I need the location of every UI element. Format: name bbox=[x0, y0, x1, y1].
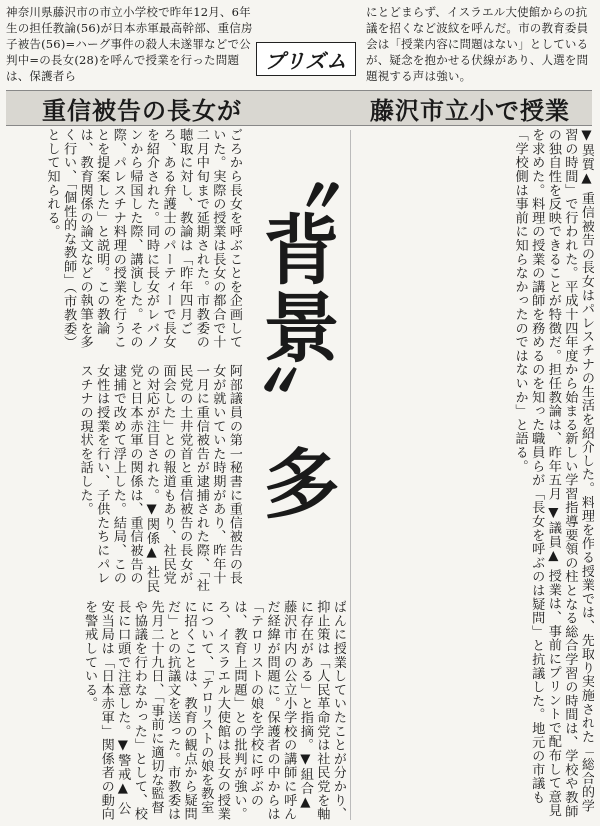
main-headline: 〝背景〟多 bbox=[251, 132, 340, 522]
article-column-left bbox=[6, 600, 346, 822]
article-text-far-left-inline: ろ、イスラエル大使館は長女の授業について、「テロリストの娘を教室に招くことは、教育の観点から疑問だ」との抗議文を送った。市教委は先月二十九日、「事前に適切な監督や協議を行わなかった」として、校長に口頭で注意した。▼警戒▲ 公安当局は「日本赤軍」関係者の動向を警戒している。 bbox=[82, 600, 230, 821]
article-column-mid-right bbox=[6, 128, 242, 358]
headline-right: 藤沢市立小で授業 bbox=[370, 96, 570, 125]
prism-column-label: プリズム bbox=[256, 42, 356, 76]
article-text-mid-left: 阿部議員の第一秘書に重信被告の長女が就いていた時期があり、昨年十一月に重信被告が逮捕された際、「社民党の土井党首と重信被告の長女が面会した」との報道もあり、社民党の対応が注目された。▼関係▲ 社民党と日本赤軍の関係は、重信被告の逮捕で改めて浮上した。結局、この女性は授業を行い、子供たちにパレスチナの現状を話した。 bbox=[77, 364, 242, 594]
article-text-right: ▼異質▲ 重信被告の長女はパレスチナの生活を紹介した。料理を作る授業では、先取り実施された「総合的学習の時間」で行われた。平成十四年度から始まる新しい学習指導要領の柱となる総合学習の時間は、学校や教師の独自性を反映できることが特徴だ。担任教論は、昨年五月 ▼議員▲ 授業は、事前にプリントで配布して意見を求めた。料理の授業の講師を務めるのを知った職員らが「長女を呼ぶのは疑問」と抗議した。地元の市議も「学校側は事前に知らなかったのではないか」と語る。 bbox=[512, 128, 594, 818]
article-text-left: ばんに授業していたことが分かり、抑止策は「人民革命党は社民党を軸に存在がある」と指摘。▼組合▲ 藤沢市内の公立小学校の講師に呼んだ経緯が問題に。保護者の中からは「テロリストの娘を学校に呼ぶのは、教育上問題」との批判が強い。 ろ、イスラエル大使館は長女の授業について、「テロリストの娘を教室に招くことは、教育の観点から疑問だ」との抗議文を送った。市教委は先月二十九日、「事前に適切な監督や協議を行わなかった」として、校長に口頭で注意した。▼警戒▲ 公安当局は「日本赤軍」関係者の動向を警戒している。 bbox=[82, 600, 346, 821]
headline-left: 重信被告の長女が bbox=[42, 96, 242, 125]
article-column-right bbox=[356, 128, 594, 822]
article-column-mid-left bbox=[6, 364, 242, 594]
lead-left-paragraph: 神奈川県藤沢市の市立小学校で昨年12月、6年生の担任教論(56)が日本赤軍最高幹部、重信房子被告(56)=ハーグ事件の殺人未遂罪などで公判中=の長女(28)を呼んで授業を行った問題は、保護者ら bbox=[6, 5, 253, 83]
article-text-mid-right: ごろから長女を呼ぶことを企画していた。実際の授業は長女の都合で十二月中旬まで延期された。市教委の聴取に対し、教論は「昨年四月ごろ、ある弁護士のパーティーで長女を紹介された。同時に長女がレバノンから帰国した際、講演した。その際、パレスチナ料理の授業を行うことを提案した」と説明。この教論は、教育関係の論文などの執筆を多く行い、「個性的な教師」（市教委）として知られる。 bbox=[44, 128, 242, 350]
lead-right-text bbox=[366, 4, 594, 84]
column-divider bbox=[350, 130, 351, 820]
headline-bar bbox=[6, 90, 592, 126]
lead-left-text bbox=[6, 4, 254, 84]
lead-right-paragraph: にとどまらず、イスラエル大使館からの抗議を招くなど波紋を呼んだ。市の教育委員会は「授業内容に問題はない」としているが、疑念を抱かせる伏線があり、人選を問題視する声は強い。 bbox=[366, 5, 589, 83]
